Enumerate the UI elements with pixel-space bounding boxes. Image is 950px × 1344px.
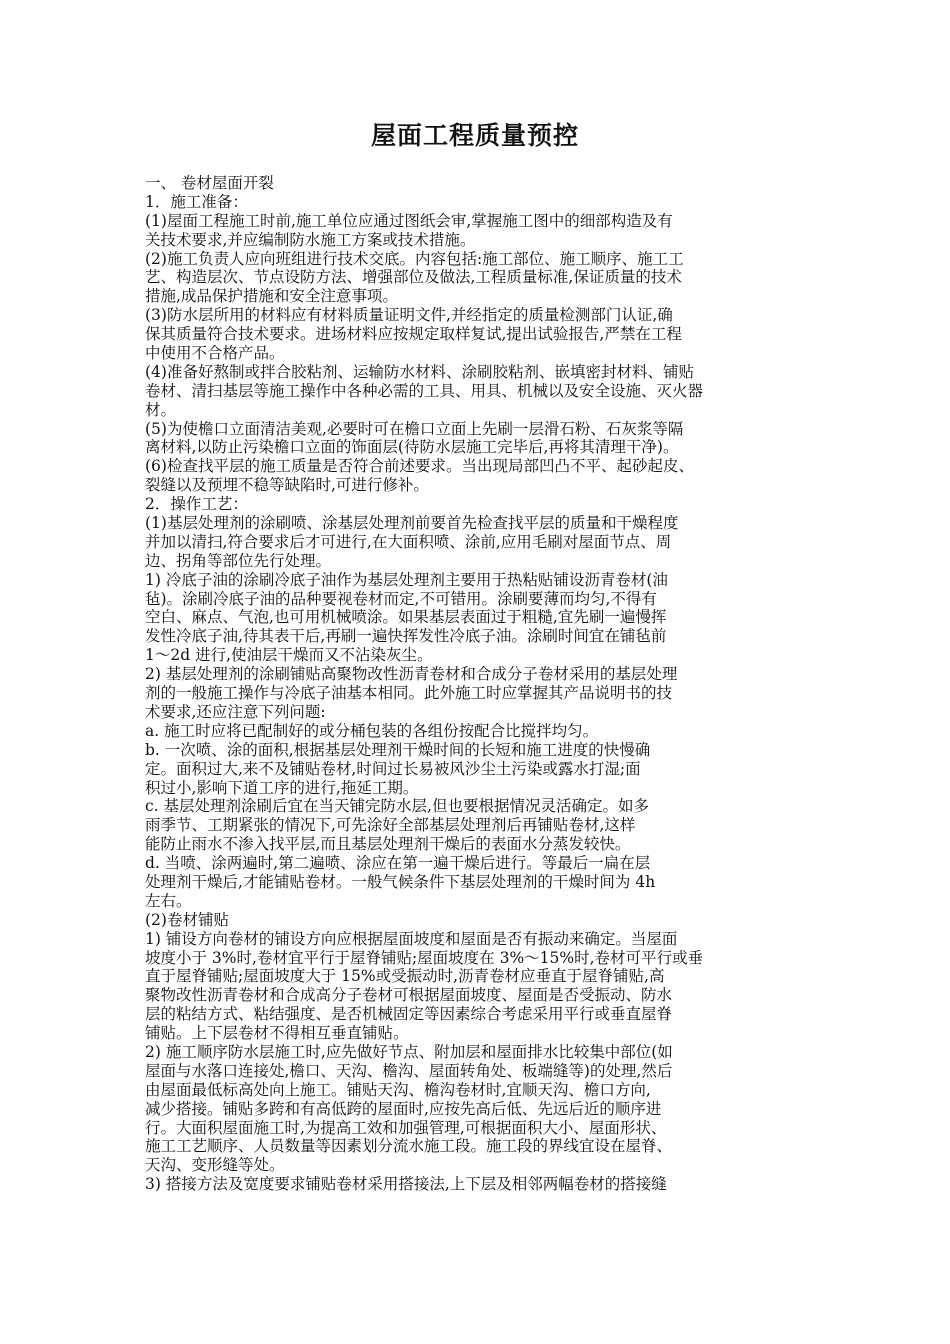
text-line: 保其质量符合技术要求。进场材料应按规定取样复试,提出试验报告,严禁在工程 [145, 325, 682, 344]
text-line: 铺贴。上下层卷材不得相互垂直铺贴。 [145, 1024, 409, 1043]
text-line: (2)卷材铺贴 [145, 910, 229, 929]
text-line: 剂的一般施工操作与冷底子油基本相同。此外施工时应掌握其产品说明书的技 [145, 684, 673, 703]
text-line: c. 基层处理剂涂刷后宜在当天铺完防水层,但也要根据情况灵活确定。如多 [145, 797, 649, 816]
text-line: 离材料,以防止污染檐口立面的饰面层(待防水层施工完毕后,再将其清理干净)。 [145, 438, 679, 457]
text-line: 行。大面积屋面施工时,为提高工效和加强管理,可根据面积大小、屋面形状、 [145, 1118, 667, 1137]
text-line: 天沟、变形缝等处。 [145, 1156, 285, 1175]
text-line: a. 施工时应将已配制好的或分桶包装的各组份按配合比搅拌均匀。 [145, 721, 599, 740]
text-line: 裂缝以及预埋不稳等缺陷时,可进行修补。 [145, 476, 429, 495]
text-line: (1)屋面工程施工时前,施工单位应通过图纸会审,掌握施工图中的细部构造及有 [145, 211, 673, 230]
text-line: 卷材、清扫基层等施工操作中各种必需的工具、用具、机械以及安全设施、灭火器 [145, 381, 704, 400]
text-line: 积过小,影响下道工序的进行,拖延工期。 [145, 778, 419, 797]
text-line: 坡度小于 3%时,卷材宜平行于屋脊铺贴;屋面坡度在 3%～15%时,卷材可平行或垂 [145, 948, 704, 967]
text-line: (1)基层处理剂的涂刷喷、涂基层处理剂前要首先检查找平层的质量和干燥程度 [145, 514, 679, 533]
document-title: 屋面工程质量预控 [370, 121, 579, 150]
text-line: 减少搭接。铺贴多跨和有高低跨的屋面时,应按先高后低、先远后近的顺序进 [145, 1099, 662, 1118]
text-line: b. 一次喷、涂的面积,根据基层处理剂干燥时间的长短和施工进度的快慢确 [145, 740, 651, 759]
text-line: 3) 搭接方法及宽度要求铺贴卷材采用搭接法,上下层及相邻两幅卷材的搭接缝 [145, 1175, 667, 1194]
text-line: 艺、构造层次、节点设防方法、增强部位及做法,工程质量标准,保证质量的技术 [145, 268, 682, 287]
text-line: 1) 铺设方向卷材的铺设方向应根据屋面坡度和屋面是否有振动来确定。当屋面 [145, 929, 678, 948]
text-line: 直于屋脊铺贴;屋面坡度大于 15%或受振动时,沥青卷材应垂直于屋脊铺贴,高 [145, 967, 665, 986]
text-line: 施工工艺顺序、人员数量等因素划分流水施工段。施工段的界线宜设在屋脊、 [145, 1137, 673, 1156]
text-line: 中使用不合格产品。 [145, 344, 285, 363]
text-line: 2) 施工顺序防水层施工时,应先做好节点、附加层和屋面排水比较集中部位(如 [145, 1042, 673, 1061]
text-line: (2)施工负责人应向班组进行技术交底。内容包括:施工部位、施工顺序、施工工 [145, 249, 684, 268]
text-line: 一、 卷材屋面开裂 [145, 174, 274, 192]
text-line: 空白、麻点、气泡,也可用机械喷涂。如果基层表面过于粗糙,宜先刷一遍慢挥 [145, 608, 667, 627]
text-line: (3)防水层所用的材料应有材料质量证明文件,并经指定的质量检测部门认证,确 [145, 306, 673, 325]
text-line: 术要求,还应注意下列问题: [145, 702, 326, 721]
text-line: 发性冷底子油,待其表干后,再刷一遍快挥发性冷底子油。涂刷时间宜在铺毡前 [145, 627, 667, 646]
text-line: 1～2d 进行,使油层干燥而又不沾染灰尘。 [145, 646, 433, 665]
text-line: 毡)。涂刷冷底子油的品种要视卷材而定,不可错用。涂刷要薄而均匀,不得有 [145, 589, 657, 608]
text-line: d. 当喷、涂两遍时,第二遍喷、涂应在第一遍干燥后进行。等最后一扁在层 [145, 854, 651, 873]
text-line: 处理剂干燥后,才能铺贴卷材。一般气候条件下基层处理剂的干燥时间为 4h [145, 872, 656, 891]
text-line: 屋面与水落口连接处,檐口、天沟、檐沟、屋面转角处、板端缝等)的处理,然后 [145, 1061, 673, 1080]
text-line: 并加以清扫,符合要求后才可进行,在大面积喷、涂前,应用毛刷对屋面节点、周 [145, 532, 672, 551]
text-line: 聚物改性沥青卷材和合成高分子卷材可根据屋面坡度、屋面是否受振动、防水 [145, 986, 673, 1005]
text-line: 能防止雨水不渗入找平层,而且基层处理剂干燥后的表面水分蒸发较快。 [145, 835, 631, 854]
text-line: (6)检查找平层的施工质量是否符合前述要求。当出现局部凹凸不平、起砂起皮、 [145, 457, 694, 476]
text-line: 定。面积过大,来不及铺贴卷材,时间过长易被风沙尘土污染或露水打湿;面 [145, 759, 641, 778]
text-line: 边、拐角等部位先行处理。 [145, 551, 332, 570]
text-line: (4)准备好熬制或拌合胶粘剂、运输防水材料、涂刷胶粘剂、嵌填密封材料、铺贴 [145, 362, 694, 381]
text-line: 由屋面最低标高处向上施工。铺贴天沟、檐沟卷材时,宜顺天沟、檐口方向, [145, 1080, 651, 1099]
text-line: 关技术要求,并应编制防水施工方案或技术措施。 [145, 230, 476, 249]
text-line: 左右。 [145, 891, 192, 910]
text-line: 层的粘结方式、粘结强度、是否机械固定等因素综合考虑采用平行或垂直屋脊 [145, 1005, 673, 1024]
text-line: 1．施工准备： [145, 192, 248, 211]
text-line: 材。 [145, 400, 177, 419]
text-line: 措施,成品保护措施和安全注意事项。 [145, 287, 398, 306]
text-line: 雨季节、工期紧张的情况下,可先涂好全部基层处理剂后再铺贴卷材,这样 [145, 816, 636, 835]
document-body [145, 174, 810, 1194]
text-line: 1) 冷底子油的涂刷冷底子油作为基层处理剂主要用于热粘贴铺设沥青卷材(油 [145, 570, 668, 589]
text-line: 2．操作工艺： [145, 495, 248, 514]
text-line: (5)为使檐口立面清洁美观,必要时可在檐口立面上先刷一层滑石粉、石灰浆等隔 [145, 419, 684, 438]
text-line: 2) 基层处理剂的涂刷铺贴高聚物改性沥青卷材和合成分子卷材采用的基层处理 [145, 665, 678, 684]
